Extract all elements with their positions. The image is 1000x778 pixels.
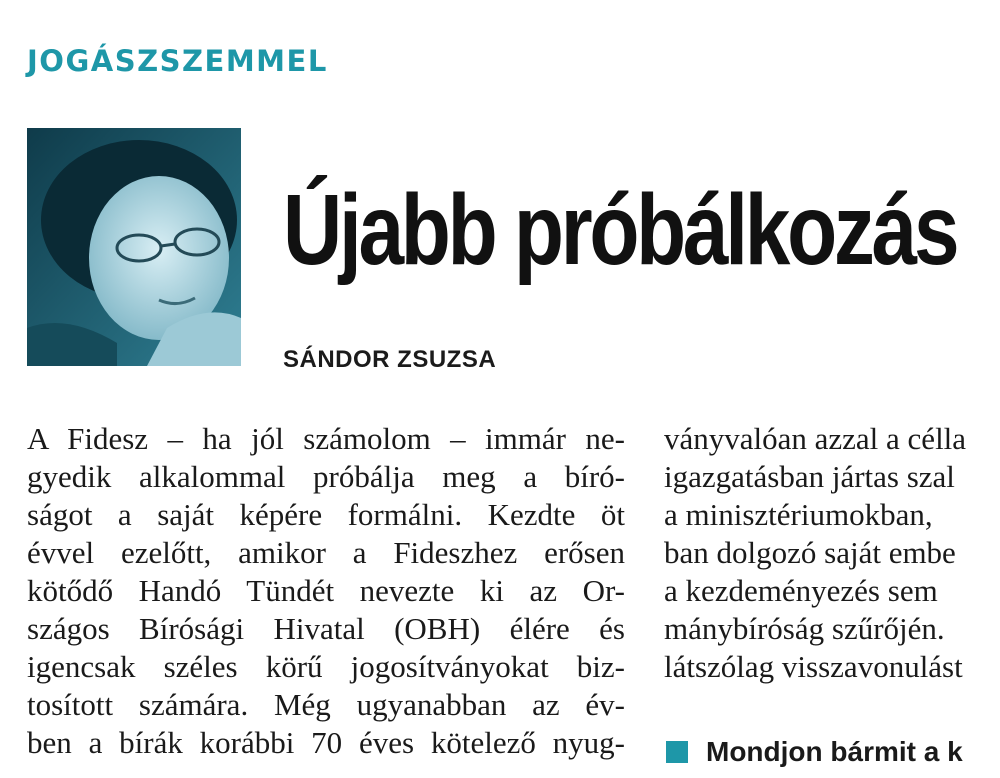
text-line: igencsak széles körű jogosítványokat biz- (27, 649, 625, 684)
text-line: gyedik alkalommal próbálja meg a bíró- (27, 459, 625, 494)
square-bullet-icon (666, 741, 688, 763)
article-column-1 (27, 420, 625, 762)
text-line: látszólag visszavonulást (664, 649, 963, 684)
text-line: igazgatásban jártas szal (664, 459, 955, 494)
text-line: tosított számára. Még ugyanabban az év- (27, 687, 625, 722)
text-line: évvel ezelőtt, amikor a Fideszhez erősen (27, 535, 625, 570)
article-subheading (666, 736, 963, 768)
section-kicker: JOGÁSZSZEMMEL (27, 44, 328, 78)
article-title: Újabb próbálkozás (283, 174, 957, 286)
article-column-2 (664, 420, 1000, 686)
text-line: mánybíróság szűrőjén. (664, 611, 945, 646)
text-line: a minisztériumokban, (664, 497, 933, 532)
author-byline: SÁNDOR ZSUZSA (283, 346, 497, 373)
text-line: a kezdeményezés sem (664, 573, 938, 608)
author-portrait (27, 128, 241, 366)
text-line: ságot a saját képére formálni. Kezdte öt (27, 497, 625, 532)
text-line: ványvalóan azzal a célla (664, 421, 967, 456)
text-line: ben a bírák korábbi 70 éves kötelező nyug- (27, 725, 625, 760)
subheading-text: Mondjon bármit a k (706, 736, 963, 767)
text-line: ban dolgozó saját embe (664, 535, 956, 570)
text-line: A Fidesz – ha jól számolom – immár ne- (27, 421, 625, 456)
text-line: szágos Bírósági Hivatal (OBH) élére és (27, 611, 625, 646)
text-line: kötődő Handó Tündét nevezte ki az Or- (27, 573, 625, 608)
